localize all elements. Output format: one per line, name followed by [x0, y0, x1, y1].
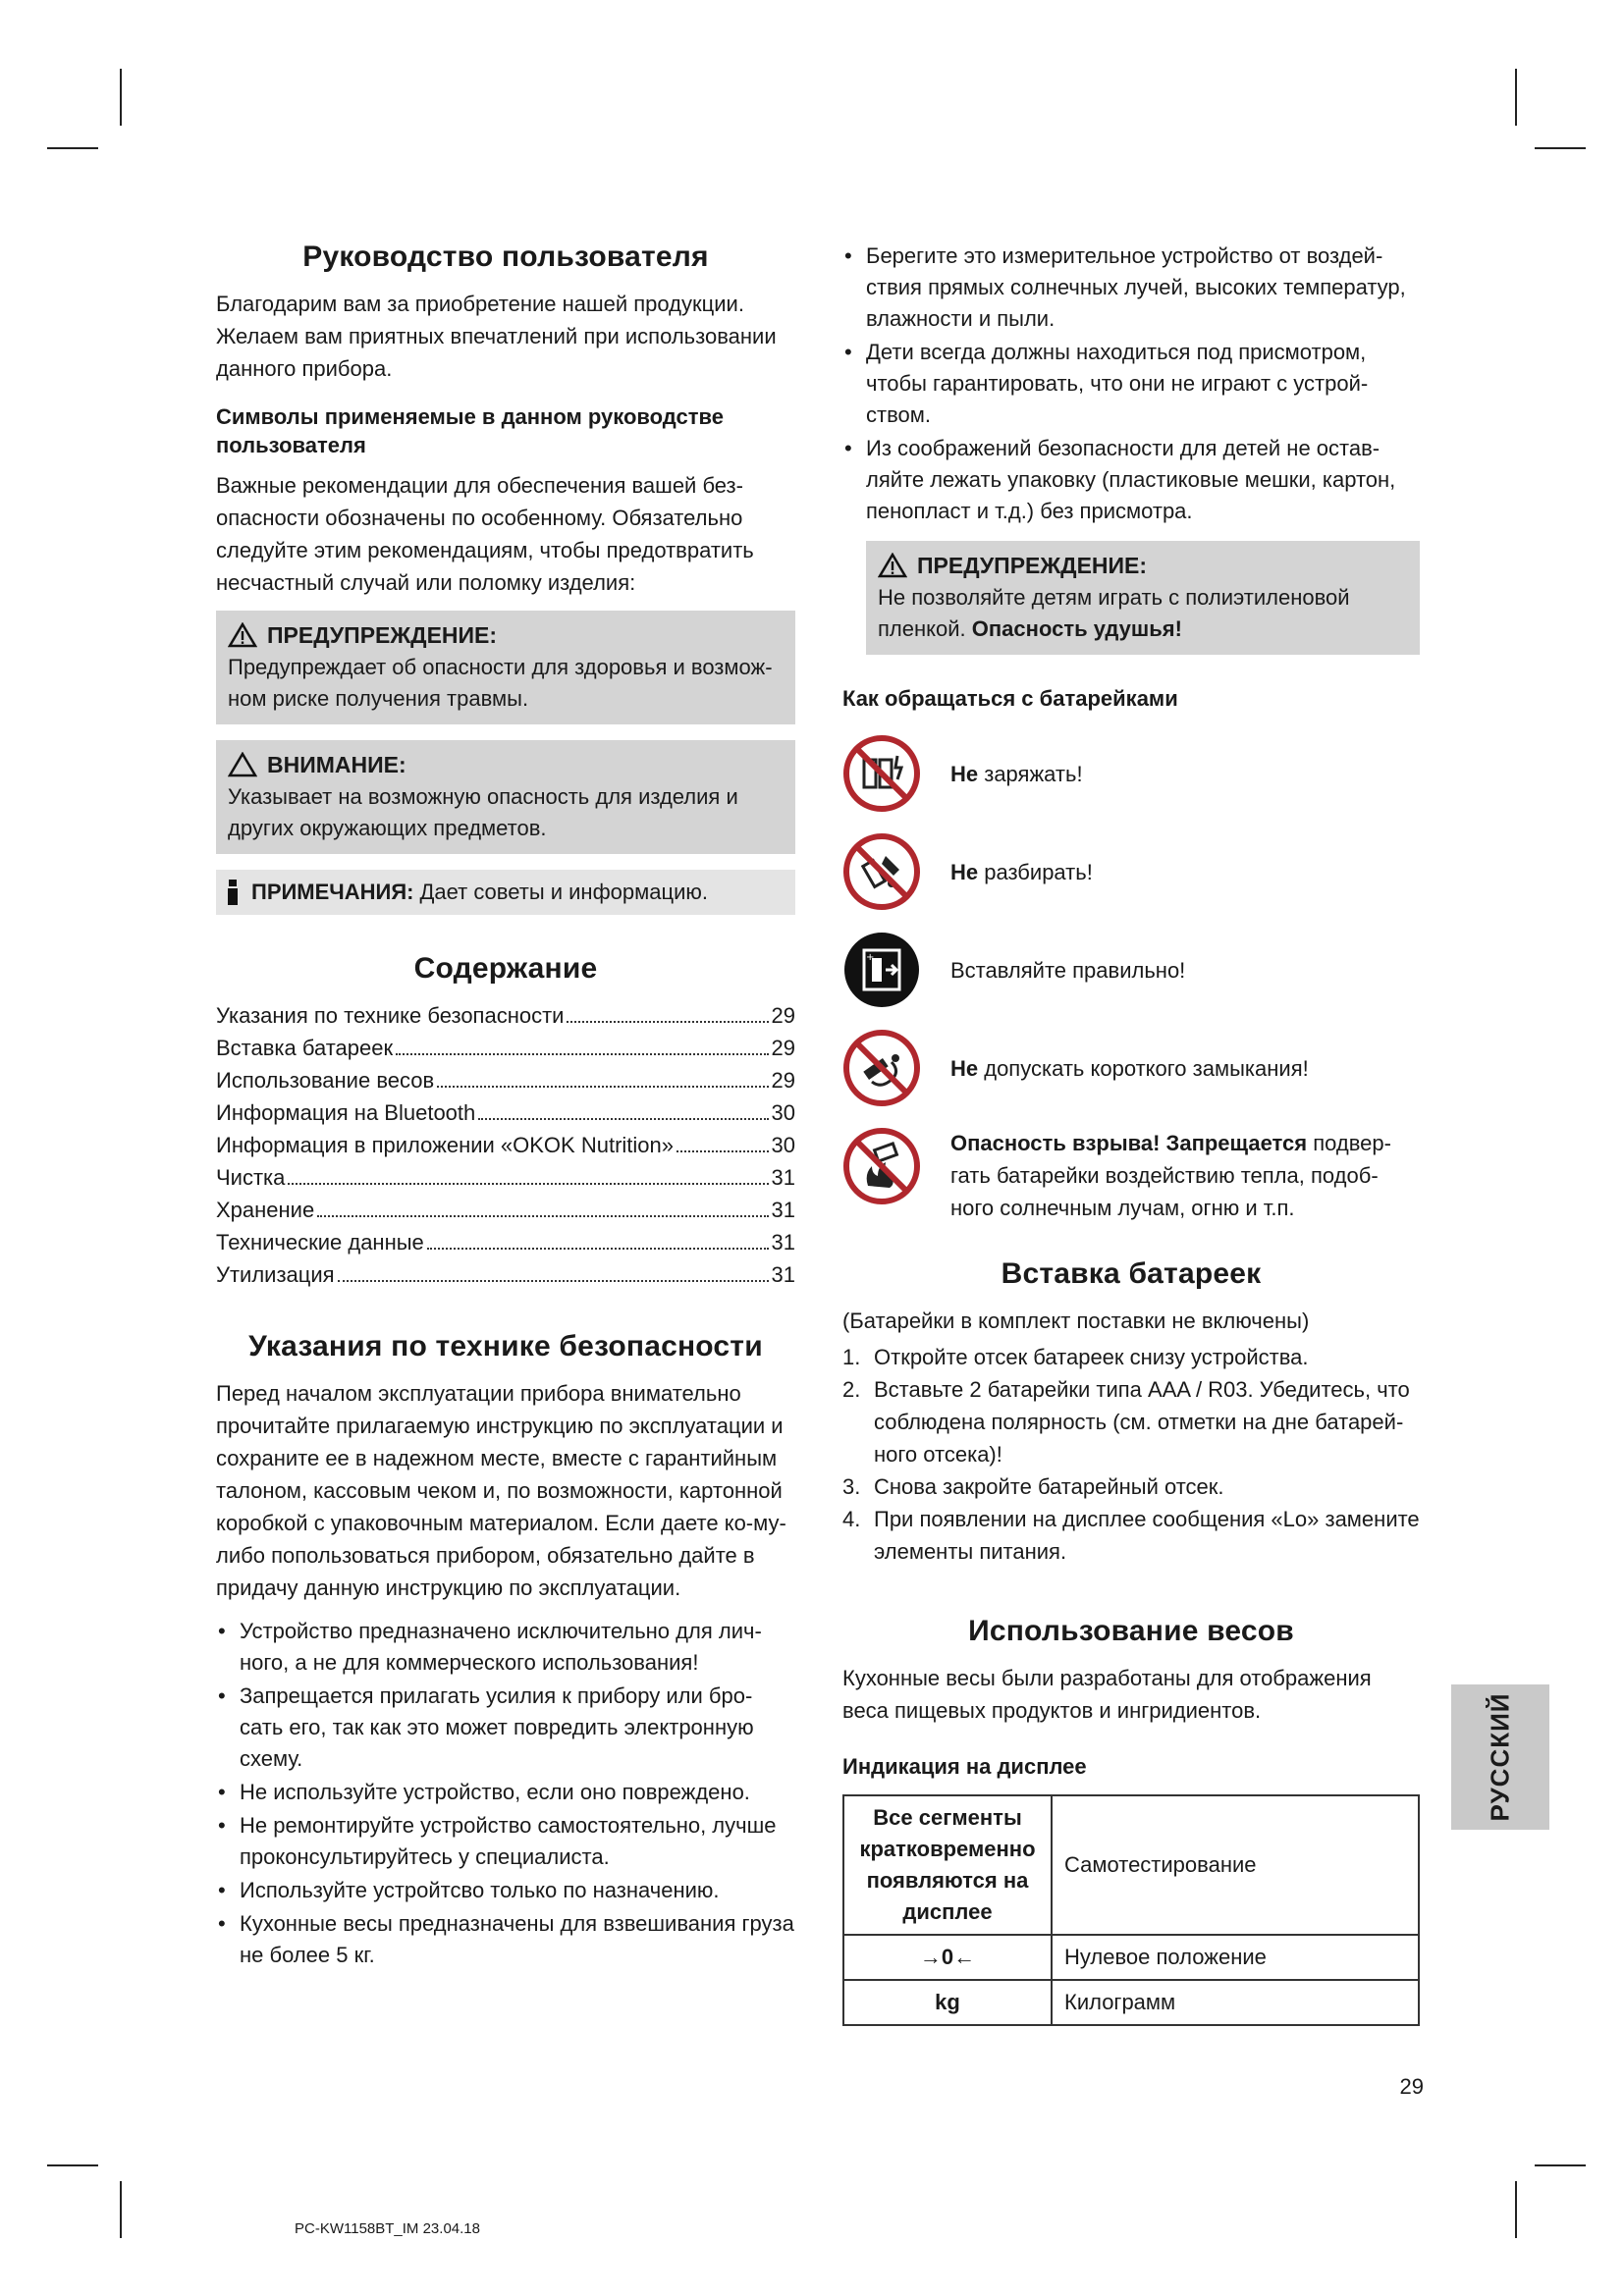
- battery-rule-text: подвер-гать батарейки воздействию тепла, подоб-ного солнечным лучам, огню и т.п.: [950, 1131, 1391, 1220]
- crop-mark: [47, 2164, 98, 2166]
- warning-box-title: ПРЕДУПРЕЖДЕНИЕ:: [917, 553, 1148, 578]
- battery-rule-text: допускать короткого замыкания!: [978, 1055, 1309, 1081]
- battery-rule: [842, 832, 1420, 911]
- toc-item[interactable]: Вставка батареек 29: [216, 1036, 795, 1060]
- battery-rule-bold: Не: [950, 761, 979, 786]
- warning-box-title: ПРЕДУПРЕЖДЕНИЕ:: [267, 622, 498, 648]
- toc-title: Содержание: [413, 952, 598, 985]
- display-symbol: kg: [843, 1980, 1052, 2025]
- svg-text:+: +: [866, 952, 875, 963]
- page-number: 29: [1399, 2074, 1424, 2099]
- batteries-handling-heading: Как обращаться с батарейками: [842, 686, 1178, 711]
- crop-mark: [1535, 147, 1586, 149]
- list-item: • Кухонные весы предназначены для взвешивания груза не более 5 кг.: [216, 1908, 795, 1971]
- insert-batteries-steps: [842, 1341, 1420, 1568]
- display-heading: Индикация на дисплее: [842, 1754, 1087, 1779]
- crop-mark: [1515, 69, 1517, 126]
- safety-intro: Перед началом эксплуатации прибора внимательно прочитайте прилагаемую инструкцию по эксплуатации и сохраните ее в надежном месте, вместе с гарантийным талоном, кассовым чеком и, по возможности, картонной коробкой с упаковочным материалом. Если даете ко-му-либо попользоваться прибором, обязательно дайте в придачу данную инструкцию по эксплуатации.: [216, 1381, 786, 1600]
- toc-item[interactable]: Чистка 31: [216, 1165, 795, 1190]
- toc-item[interactable]: Утилизация 31: [216, 1262, 795, 1287]
- battery-rule-bold: Не: [950, 859, 979, 884]
- language-tab: [1451, 1684, 1549, 1830]
- list-item: • Устройство предназначено исключительно для лич-ного, а не для коммерческого использования!: [216, 1616, 795, 1679]
- safety-list: [216, 1616, 795, 1971]
- list-item: 4. При появлении на дисплее сообщения «Lo» замените элементы питания.: [842, 1507, 1420, 1564]
- no-recharge-icon: [842, 734, 921, 813]
- crop-mark: [47, 147, 98, 149]
- symbols-text: Важные рекомендации для обеспечения вашей без-опасности обозначены по особенному. Обязательно следуйте этим рекомендациям, чтобы предотвратить несчастный случай или поломку изделия:: [216, 473, 754, 595]
- list-item: • Дети всегда должны находиться под присмотром, чтобы гарантировать, что они не играют с устрой-ством.: [842, 337, 1420, 431]
- crop-mark: [1515, 2181, 1517, 2238]
- caution-box-text: Указывает на возможную опасность для изделия и других окружающих предметов.: [228, 784, 738, 840]
- battery-rule-bold: Опасность взрыва! Запрещается: [950, 1131, 1308, 1155]
- info-icon: [228, 880, 238, 905]
- table-row: [843, 1980, 1419, 2025]
- toc-item[interactable]: Указания по технике безопасности 29: [216, 1003, 795, 1028]
- warning-box-text: Предупреждает об опасности для здоровья и возмож-ном риске получения травмы.: [228, 655, 773, 711]
- table-row: [843, 1935, 1419, 1980]
- suffocation-warning-box: [866, 541, 1420, 655]
- safety-list-continued: [842, 240, 1420, 527]
- display-symbol: Все сегменты кратковременно появляются на дисплее: [843, 1795, 1052, 1935]
- warning-triangle-icon: [228, 622, 257, 648]
- usage-title: Использование весов: [968, 1615, 1294, 1647]
- toc-item[interactable]: Технические данные 31: [216, 1230, 795, 1255]
- safety-title: Указания по технике безопасности: [248, 1330, 763, 1362]
- battery-rule: [842, 1127, 1420, 1224]
- battery-rule: [842, 931, 1420, 1009]
- guide-title: Руководство пользователя: [302, 240, 709, 273]
- list-item: • Запрещается прилагать усилия к прибору или бро-сать его, так как это может повредить электронную схему.: [216, 1681, 795, 1775]
- note-box-text: Дает советы и информацию.: [419, 880, 709, 904]
- guide-intro: Благодарим вам за приобретение нашей продукции. Желаем вам приятных впечатлений при использовании данного прибора.: [216, 292, 777, 381]
- caution-box: [216, 740, 795, 854]
- note-box-title: ПРИМЕЧАНИЯ:: [251, 880, 414, 904]
- list-item: • Используйте устройтсво только по назначению.: [216, 1875, 795, 1906]
- display-table: [842, 1794, 1420, 2026]
- no-short-circuit-icon: [842, 1029, 921, 1107]
- symbols-heading: Символы применяемые в данном руководстве пользователя: [216, 404, 724, 457]
- list-item: • Из соображений безопасности для детей не остав-ляйте лежать упаковку (пластиковые мешки, картон, пенопласт и т.д.) без присмотра.: [842, 433, 1420, 527]
- display-meaning: Самотестирование: [1052, 1795, 1419, 1935]
- list-item: • Не ремонтируйте устройство самостоятельно, лучше проконсультируйтесь у специалиста.: [216, 1810, 795, 1873]
- table-row: [843, 1795, 1419, 1935]
- list-item: • Берегите это измерительное устройство от воздей-ствия прямых солнечных лучей, высоких температур, влажности и пыли.: [842, 240, 1420, 335]
- usage-text: Кухонные весы были разработаны для отображения веса пищевых продуктов и ингридиентов.: [842, 1666, 1372, 1723]
- warning-box-emphasis: Опасность удушья!: [971, 616, 1182, 641]
- table-of-contents: [216, 999, 795, 1291]
- toc-item[interactable]: Хранение 31: [216, 1198, 795, 1222]
- crop-mark: [120, 2181, 122, 2238]
- no-fire-icon: [842, 1127, 921, 1205]
- toc-item[interactable]: Информация на Bluetooth 30: [216, 1100, 795, 1125]
- footer-code: PC-KW1158BT_IM 23.04.18: [295, 2220, 480, 2237]
- display-meaning: Нулевое положение: [1052, 1935, 1419, 1980]
- crop-mark: [120, 69, 122, 126]
- list-item: 3. Снова закройте батарейный отсек.: [842, 1474, 1224, 1499]
- list-item: 1. Откройте отсек батареек снизу устройства.: [842, 1345, 1309, 1369]
- warning-triangle-icon: [878, 553, 907, 578]
- battery-rule-text: разбирать!: [978, 859, 1093, 884]
- display-meaning: Килограмм: [1052, 1980, 1419, 2025]
- battery-rule: [842, 734, 1420, 813]
- toc-item[interactable]: Информация в приложении «OKOK Nutrition» 30: [216, 1133, 795, 1157]
- battery-rule-bold: Не: [950, 1055, 979, 1081]
- caution-triangle-icon: [228, 752, 257, 777]
- battery-rule-text: заряжать!: [978, 761, 1083, 786]
- crop-mark: [1535, 2164, 1586, 2166]
- list-item: • Не используйте устройство, если оно повреждено.: [216, 1777, 795, 1808]
- left-column: [216, 240, 795, 1985]
- insert-batteries-title: Вставка батареек: [1001, 1257, 1262, 1290]
- display-symbol: →0←: [843, 1935, 1052, 1980]
- note-box: [216, 870, 795, 915]
- warning-box: [216, 611, 795, 724]
- language-tab-label: РУССКИЙ: [1485, 1692, 1515, 1822]
- insert-correctly-icon: [842, 931, 921, 1009]
- warning-box-text: Не позволяйте детям играть с полиэтиленовой пленкой.: [878, 585, 1350, 641]
- list-item: 2. Вставьте 2 батарейки типа AAA / R03. Убедитесь, что соблюдена полярность (см. отметки на дне батарей-ного отсека)!: [842, 1377, 1410, 1467]
- right-column: [842, 240, 1420, 2026]
- no-disassemble-icon: [842, 832, 921, 911]
- battery-rule: [842, 1029, 1420, 1107]
- toc-item[interactable]: Использование весов 29: [216, 1068, 795, 1093]
- battery-rule-text: Вставляйте правильно!: [950, 957, 1186, 983]
- insert-batteries-note: (Батарейки в комплект поставки не включены): [842, 1308, 1310, 1333]
- caution-box-title: ВНИМАНИЕ:: [267, 752, 406, 777]
